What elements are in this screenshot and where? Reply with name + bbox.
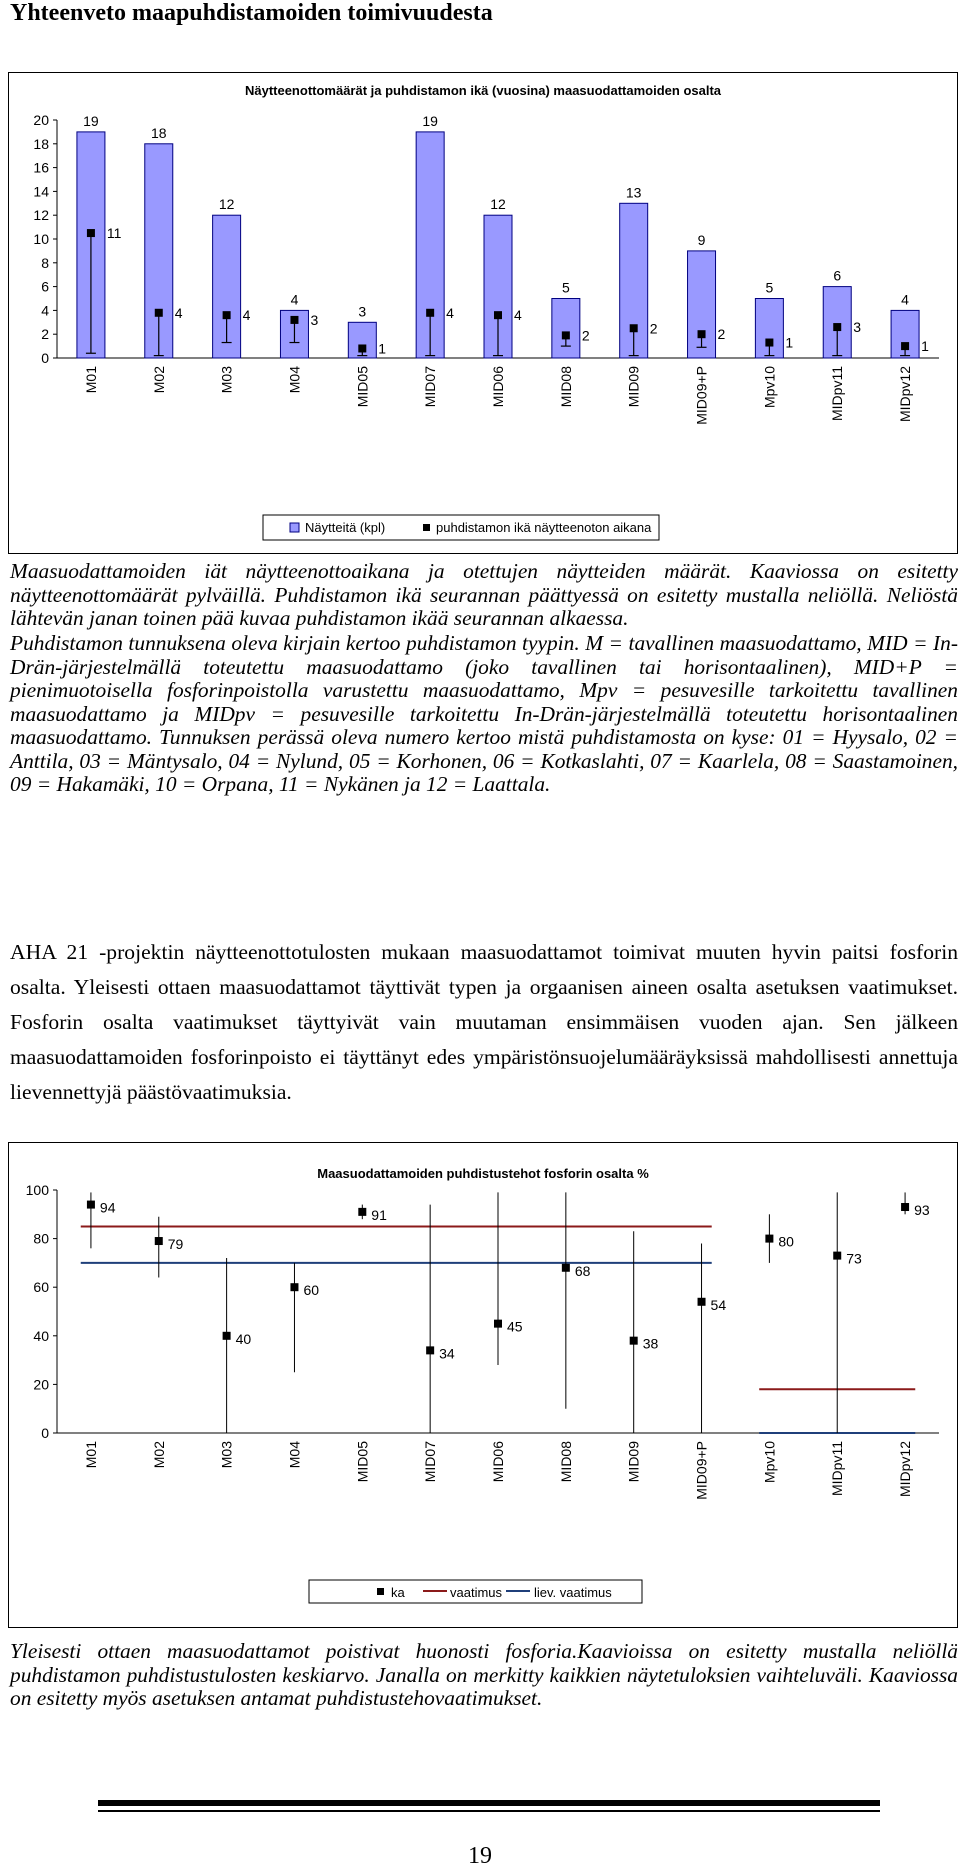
mean-value-label: 79 — [167, 1236, 184, 1253]
age-value-label: 4 — [174, 304, 183, 321]
y-tick-label: 80 — [33, 1230, 49, 1247]
age-marker — [765, 339, 773, 347]
footer-rule-thick — [98, 1800, 880, 1806]
mean-value-label: 38 — [642, 1335, 659, 1352]
legend-bar-swatch — [290, 523, 299, 532]
mean-marker — [901, 1203, 909, 1211]
mean-marker — [562, 1264, 570, 1272]
bar-value-label: 13 — [625, 184, 642, 201]
legend-vaatimus-label: vaatimus — [450, 1585, 503, 1600]
caption-1b: Puhdistamon tunnuksena oleva kirjain kertoo puhdistamon tyypin. M = tavallinen maasuodattamo, MID = In-Drän-järjestelmällä toteutettu maasuodattamo (joko tavallinen tai horisontaalinen), MID+P = pienimuotoisella fosforinpoistolla varustettu maasuodattamo, Mpv = pesuvesille tarkoitettu tavallinen maasuodattamo ja MIDpv = pesuvesille tarkoitettu In-Drän-järjestelmällä toteutettu horisontaalinen maasuodattamo. Tunnuksen perässä oleva numero kertoo mistä puhdistamosta on kyse: 01 = Hyysalo, 02 = Anttila, 03 = Mäntysalo, 04 = Nylund, 05 = Korhonen, 06 = Kotkaslahti, 07 = Kaarlela, 08 = Saastamoinen, 09 = Hakamäki, 10 = Orpana, 11 = Nykänen ja 12 = Laattala. — [10, 631, 958, 796]
age-value-label: 3 — [310, 311, 319, 328]
bar-value-label: 19 — [422, 112, 438, 129]
mean-marker — [765, 1235, 773, 1243]
age-marker — [562, 331, 570, 339]
x-tick-label: MID09+P — [693, 1441, 710, 1500]
age-value-label: 1 — [378, 340, 387, 357]
x-tick-label: MID05 — [354, 366, 371, 408]
x-tick-label: MID06 — [490, 366, 506, 408]
x-tick-label: M04 — [286, 1441, 303, 1469]
bar — [552, 299, 580, 359]
x-tick-label: MID08 — [557, 1441, 574, 1483]
age-value-label: 3 — [853, 319, 862, 336]
y-tick-label: 0 — [41, 350, 49, 366]
y-tick-label: 20 — [33, 112, 49, 128]
y-tick-label: 40 — [33, 1327, 49, 1344]
mean-value-label: 73 — [846, 1250, 862, 1267]
age-value-label: 1 — [921, 338, 929, 355]
y-tick-label: 100 — [25, 1182, 49, 1198]
mean-marker — [358, 1208, 366, 1216]
mean-value-label: 91 — [371, 1206, 387, 1223]
y-tick-label: 10 — [33, 231, 49, 247]
mean-marker — [87, 1201, 95, 1209]
age-marker — [833, 323, 841, 331]
y-tick-label: 60 — [33, 1279, 49, 1296]
x-tick-label: MIDpv12 — [897, 1441, 914, 1498]
age-value-label: 2 — [717, 326, 726, 343]
age-marker — [290, 316, 298, 324]
y-tick-label: 18 — [33, 135, 49, 152]
bar-value-label: 5 — [561, 279, 570, 296]
x-tick-label: MID09 — [625, 1441, 642, 1483]
bar-value-label: 6 — [833, 267, 842, 284]
x-tick-label: M03 — [218, 1441, 235, 1469]
legend-liev-label: liev. vaatimus — [534, 1585, 612, 1600]
bar-value-label: 12 — [490, 196, 506, 213]
y-tick-label: 6 — [41, 278, 49, 295]
chart-samples-age — [8, 72, 958, 554]
chart-samples-age-svg — [9, 73, 957, 553]
legend-age-label: puhdistamon ikä näytteenoton aikana — [436, 520, 652, 535]
mean-marker — [426, 1346, 434, 1354]
page-heading: Yhteenveto maapuhdistamoiden toimivuudesta — [10, 0, 493, 26]
age-marker — [698, 330, 706, 338]
mean-value-label: 45 — [507, 1318, 523, 1335]
x-tick-label: MID06 — [490, 1441, 506, 1483]
mean-value-label: 60 — [303, 1282, 320, 1299]
mean-value-label: 94 — [99, 1199, 116, 1216]
y-tick-label: 0 — [41, 1425, 49, 1441]
age-value-label: 1 — [785, 334, 794, 351]
page-number: 19 — [468, 1843, 492, 1869]
chart-phosphorus — [8, 1142, 958, 1628]
mean-marker — [494, 1320, 502, 1328]
x-tick-label: MID09+P — [693, 366, 710, 425]
bar-value-label: 4 — [290, 291, 299, 308]
y-tick-label: 14 — [33, 183, 49, 200]
age-marker — [901, 342, 909, 350]
x-tick-label: MID09 — [625, 366, 642, 408]
bar-value-label: 3 — [358, 303, 367, 320]
age-marker — [223, 311, 231, 319]
x-tick-label: MID07 — [422, 1441, 439, 1483]
age-value-label: 11 — [106, 225, 122, 242]
age-marker — [630, 324, 638, 332]
caption-2: Yleisesti ottaen maasuodattamot poistivat huonosti fosforia.Kaavioissa on esitetty mustalla neliöllä puhdistamon puhdistustulosten keskiarvo. Janalla on merkitty kaikkien näytetuloksien vaihteluväli. Kaaviossa on esitetty myös asetuksen antamat puhdistustehovaatimukset. — [10, 1639, 958, 1710]
chart-phosphorus-svg — [9, 1143, 957, 1627]
caption-1: Maasuodattamoiden iät näytteenottoaikana ja otettujen näytteiden määrät. Kaaviossa on esitetty näytteenottomäärät pylväillä. Puhdistamon ikä seurannan päättyessä on esitetty mustalla neliöllä. Neliöstä lähtevän janan toinen pää kuvaa puhdistamon ikää seurannan alkaessa. — [10, 559, 958, 630]
x-tick-label: MID07 — [422, 366, 439, 408]
mean-value-label: 54 — [710, 1296, 727, 1313]
legend-ka-swatch — [377, 1588, 384, 1595]
x-tick-label: MID08 — [557, 366, 574, 408]
x-tick-label: MIDpv11 — [829, 366, 846, 421]
mean-marker — [698, 1298, 706, 1306]
mean-value-label: 80 — [778, 1233, 794, 1250]
age-value-label: 2 — [581, 327, 590, 344]
x-tick-label: M01 — [82, 366, 99, 394]
age-marker — [494, 311, 502, 319]
age-marker — [87, 229, 95, 237]
chart-title: Maasuodattamoiden puhdistustehot fosforin osalta % — [317, 1166, 649, 1181]
age-value-label: 4 — [446, 304, 454, 321]
bar-value-label: 5 — [765, 279, 774, 296]
mean-marker — [630, 1337, 638, 1345]
x-tick-label: M03 — [218, 366, 235, 394]
age-marker — [155, 309, 163, 317]
mean-marker — [155, 1237, 163, 1245]
mean-value-label: 34 — [439, 1345, 455, 1362]
mean-marker — [833, 1252, 841, 1260]
x-tick-label: Mpv10 — [761, 1441, 778, 1484]
y-tick-label: 4 — [41, 302, 49, 319]
bar-value-label: 9 — [697, 231, 706, 248]
mean-marker — [223, 1332, 231, 1340]
y-tick-label: 20 — [33, 1376, 49, 1393]
age-marker — [426, 309, 434, 317]
x-tick-label: Mpv10 — [761, 366, 778, 409]
legend-ka-label: ka — [391, 1585, 405, 1600]
mean-value-label: 40 — [235, 1330, 252, 1347]
bar-value-label: 4 — [901, 291, 909, 308]
mean-value-label: 68 — [574, 1262, 591, 1279]
legend-age-swatch — [423, 524, 430, 531]
mean-value-label: 93 — [914, 1202, 930, 1219]
y-tick-label: 16 — [33, 159, 49, 176]
age-value-label: 2 — [649, 320, 658, 337]
y-tick-label: 12 — [33, 207, 49, 224]
bar-value-label: 19 — [83, 112, 99, 129]
mean-marker — [290, 1283, 298, 1291]
chart-title: Näytteenottomäärät ja puhdistamon ikä (vuosina) maasuodattamoiden osalta — [244, 83, 722, 98]
x-tick-label: M01 — [82, 1441, 99, 1469]
y-tick-label: 2 — [41, 326, 49, 343]
age-marker — [358, 344, 366, 352]
age-value-label: 4 — [242, 307, 251, 324]
x-tick-label: M02 — [150, 366, 167, 394]
bar-value-label: 18 — [150, 124, 167, 141]
age-value-label: 4 — [514, 307, 522, 324]
y-tick-label: 8 — [41, 254, 49, 271]
x-tick-label: M04 — [286, 366, 303, 394]
x-tick-label: MIDpv12 — [897, 366, 914, 423]
x-tick-label: M02 — [150, 1441, 167, 1469]
legend-bar-label: Näytteitä (kpl) — [305, 520, 386, 535]
body-paragraph: AHA 21 -projektin näytteenottotulosten mukaan maasuodattamot toimivat muuten hyvin paitsi fosforin osalta. Yleisesti ottaen maasuodattamot täyttivät typen ja orgaanisen aineen osalta asetuksen vaatimukset. Fosforin osalta vaatimukset täyttyivät vain muutaman ensimmäisen vuoden ajan. Sen jälkeen maasuodattamoiden fosforinpoisto ei täyttänyt edes ympäristönsuojelumääräyksissä mahdollisesti annettuja lievennettyjä päästövaatimuksia. — [10, 940, 958, 1104]
footer-rule-thin — [98, 1810, 880, 1812]
x-tick-label: MID05 — [354, 1441, 371, 1483]
x-tick-label: MIDpv11 — [829, 1441, 846, 1496]
bar-value-label: 12 — [218, 196, 235, 213]
